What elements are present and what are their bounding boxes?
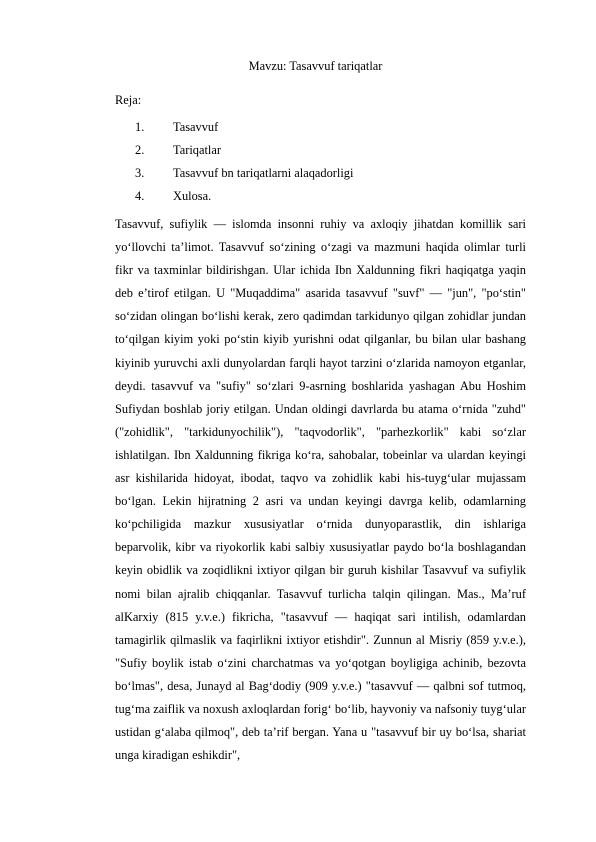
outline-list [115,116,526,208]
document-title: Mavzu: Tasavvuf tariqatlar [248,59,383,73]
outline-label: Reja: [115,93,142,107]
body-paragraph: Tasavvuf, sufiylik — islomda insonni ruhiy va axloqiy jihatdan komillik sari yo‘llovchi ta’limot. Tasavvuf so‘zining o‘zagi va mazmuni haqida olimlar turli fikr va taxminlar bildirishgan. Ular ichida Ibn Xaldunning fikri haqiqatga yaqin deb e’tirof etilgan. U "Muqaddima" asarida tasavvuf "suvf" — "jun", "po‘stin" so‘zidan olingan bo‘lishi kerak, zero qadimdan tarkidunyo qilgan zohidlar jundan to‘qilgan kiyim yoki po‘stin kiyib yurishni odat qilganlar, bu bilan ular bashang kiyinib yuruvchi axli dunyolardan farqli hayot tarzini o‘zlarida namoyon etganlar, deydi. tasavvuf va "sufiy" so‘zlari 9-asrning boshlarida yashagan Abu Hoshim Sufiydan boshlab joriy etilgan. Undan oldingi davrlarda bu atama o‘rnida "zuhd" ("zohidlik", "tarkidunyochilik"), "taqvodorlik", "parhezkorlik" kabi so‘zlar ishlatilgan. Ibn Xaldunning fikriga ko‘ra, sahobalar, tobeinlar va ulardan keyingi asr kishilarida hidoyat, ibodat, taqvo va zohidlik kabi his-tuyg‘ular mujassam bo‘lgan. Lekin hijratning 2 asri va undan keyingi davrga kelib, odamlarning ko‘pchiligida mazkur xususiyatlar o‘rnida dunyoparastlik, din ishlariga beparvolik, kibr va riyokorlik kabi salbiy xususiyatlar paydo bo‘la boshlagandan keyin obidlik va zoqidlikni ixtiyor qilgan bir guruh kishilar Tasavvuf va sufiylik nomi bilan ajralib chiqqanlar. Tasavvuf turlicha talqin qilingan. Mas., Ma’ruf alKarxiy (815 y.v.e.) fikricha, "tasavvuf — haqiqat sari intilish, odamlardan tamagirlik qilmaslik va faqirlikni ixtiyor etishdir". Zunnun al Misriy (859 y.v.e.), "Sufiy boylik istab o‘zini charchatmas va yo‘qotgan boyligiga achinib, bezovta bo‘lmas", desa, Junayd al Bag‘dodiy (909 y.v.e.) "tasavvuf — qalbni sof tutmoq, tug‘ma zaiflik va noxush axloqlardan forig‘ bo‘lib, hayvoniy va nafsoniy tuyg‘ular ustidan g‘alaba qilmoq", deb ta’rif bergan. Yana u "tasavvuf bir uy bo‘lsa, shariat unga kiradigan eshikdir", [115,217,526,763]
outline-item-number: 4. [135,189,145,203]
outline-item [115,162,526,185]
outline-item-text: Tasavvuf bn tariqatlarni alaqadorligi [173,166,354,180]
outline-item-number: 2. [135,143,145,157]
outline-item-number: 1. [135,120,145,134]
outline-item [115,116,526,139]
outline-item [115,185,526,208]
outline-item-text: Xulosa. [173,189,212,203]
outline-item [115,139,526,162]
outline-item-number: 3. [135,166,145,180]
outline-item-text: Tariqatlar [173,143,221,157]
outline-item-text: Tasavvuf [173,120,219,134]
